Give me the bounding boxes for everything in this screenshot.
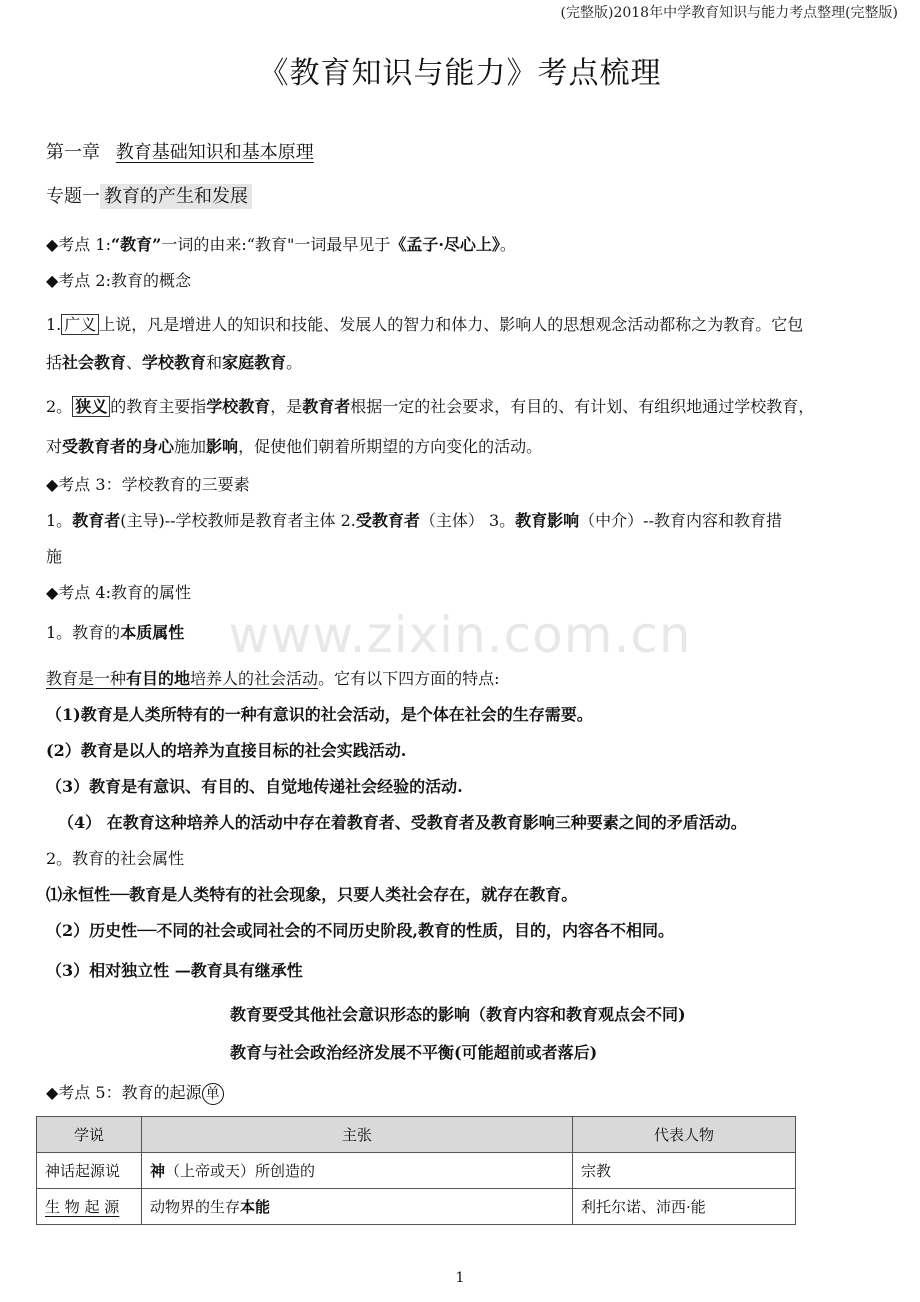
text: 培养人: [190, 669, 239, 688]
text: 1。: [46, 511, 73, 530]
independence-point-2: 教育要受其他社会意识形态的影响（教育内容和教育观点会不同): [230, 1005, 686, 1024]
text: 括: [46, 353, 63, 372]
page-number: 1: [455, 1270, 465, 1286]
broad-definition: [46, 314, 803, 336]
term: 教育影响: [515, 511, 580, 530]
broad-definition-cont: [46, 352, 302, 374]
term: 社会教育: [62, 353, 127, 372]
term: 教育者: [72, 511, 121, 530]
text: 一词的由来:“教育"一词最早见于: [161, 235, 391, 254]
table-cell: [142, 1189, 573, 1225]
social-attribute: 2。教育的社会属性: [46, 849, 185, 868]
text: 。它有以下四方面的特点:: [318, 669, 500, 688]
term: 受教育者: [355, 511, 420, 530]
text: （中介）--教育内容和教育措: [579, 511, 782, 530]
point-2: ◆考点 2:教育的概念: [46, 271, 191, 290]
table-cell: 利托尔诺、沛西·能: [573, 1189, 796, 1225]
table-cell: 宗教: [573, 1153, 796, 1189]
text: 教育是一种: [46, 669, 127, 688]
text: 的社会活动: [238, 669, 319, 688]
topic-name: 教育的产生和发展: [100, 184, 252, 209]
origin-table: [36, 1116, 796, 1225]
text: ，是: [270, 397, 303, 416]
column-header: 代表人物: [573, 1117, 796, 1153]
column-header: 主张: [142, 1117, 573, 1153]
feature-2: (2）教育是以人的培养为直接目标的社会实践活动.: [46, 741, 407, 760]
text: 根据一定的社会要求，有目的、有计划、有组织地通过学校教育，: [350, 397, 815, 416]
chapter-label: 第一章: [46, 142, 100, 163]
text: 1。教育的: [46, 623, 121, 642]
text: 施加: [174, 437, 207, 456]
feature-1: （1)教育是人类所特有的一种有意识的社会活动，是个体在社会的生存需要。: [46, 705, 593, 724]
three-elements-cont: 施: [46, 547, 63, 566]
table-header-row: [37, 1117, 796, 1153]
independence-point-3: 教育与社会政治经济发展不平衡(可能超前或者落后): [230, 1043, 598, 1062]
term: 教育者: [302, 397, 351, 416]
relative-independence: （3）相对独立性 —教育具有继承性: [46, 961, 303, 980]
watermark: www.zixin.com.cn: [228, 606, 692, 664]
term: “教育”: [110, 235, 162, 254]
book-title: 《孟子·尽心上》: [390, 235, 500, 254]
text: (主导)--学校教师是教育者主体 2.: [120, 511, 356, 530]
three-elements: [46, 510, 782, 532]
point-3: ◆考点 3：学校教育的三要素: [46, 475, 250, 494]
term: 学校教育: [142, 353, 207, 372]
term: 神: [150, 1162, 166, 1180]
text: 、: [126, 353, 143, 372]
term: 家庭教育: [222, 353, 287, 372]
narrow-definition: [46, 396, 814, 418]
term: 受教育者的身心: [62, 437, 175, 456]
table-row: [37, 1189, 796, 1225]
text: （上帝或天）所创造的: [165, 1162, 316, 1180]
underlined-text: 生 物 起 源: [45, 1198, 120, 1216]
page-title: 《教育知识与能力》考点梳理: [258, 56, 662, 91]
narrow-definition-cont: [46, 436, 542, 458]
text: 对: [46, 437, 63, 456]
term: 本能: [240, 1198, 271, 1216]
column-header: 学说: [37, 1117, 142, 1153]
text: 动物界的生存: [150, 1198, 241, 1216]
text: ，促使他们朝着所期望的方向变化的活动。: [238, 437, 543, 456]
term: 学校教育: [206, 397, 271, 416]
term: 影响: [206, 437, 239, 456]
boxed-term: 狭义: [72, 396, 110, 417]
historicity: （2）历史性──不同的社会或同社会的不同历史阶段,教育的性质，目的，内容各不相同。: [46, 921, 674, 940]
text: 1.: [46, 315, 62, 334]
topic-heading: [46, 186, 252, 208]
chapter-heading: [46, 142, 314, 164]
chapter-name: 教育基础知识和基本原理: [115, 142, 314, 163]
text: 的教育主要指: [110, 397, 207, 416]
topic-label: 专题一: [46, 186, 100, 207]
permanence: ⑴永恒性──教育是人类特有的社会现象，只要人类社会存在，就存在教育。: [46, 885, 578, 904]
text: 。: [286, 353, 303, 372]
circled-mark: 单: [202, 1083, 224, 1105]
running-header: (完整版)2018年中学教育知识与能力考点整理(完整版): [560, 5, 898, 21]
boxed-term: 广义: [61, 314, 99, 335]
point-1: [46, 234, 516, 256]
text: 。: [499, 235, 516, 254]
table-cell: [142, 1153, 573, 1189]
text: 上说，凡是增进人的知识和技能、发展人的智力和体力、影响人的思想观念活动都称之为教育。它包: [99, 315, 804, 334]
underlined-definition: [46, 669, 318, 688]
term: 有目的地: [126, 669, 191, 688]
feature-3: （3）教育是有意识、有目的、自觉地传递社会经验的活动.: [46, 777, 463, 796]
text: ◆考点 5：教育的起源: [46, 1083, 202, 1102]
term: 本质属性: [120, 623, 185, 642]
text: 和: [206, 353, 223, 372]
table-cell: [37, 1189, 142, 1225]
text: （主体） 3。: [419, 511, 516, 530]
table-cell: 神话起源说: [37, 1153, 142, 1189]
feature-4: （4） 在教育这种培养人的活动中存在着教育者、受教育者及教育影响三种要素之间的矛盾活动。: [58, 813, 747, 832]
point-5: [46, 1082, 224, 1105]
table-row: [37, 1153, 796, 1189]
point-label: ◆考点 1:: [46, 235, 111, 254]
point-4: ◆考点 4:教育的属性: [46, 583, 191, 602]
education-definition: [46, 668, 499, 690]
text: 2。: [46, 397, 73, 416]
